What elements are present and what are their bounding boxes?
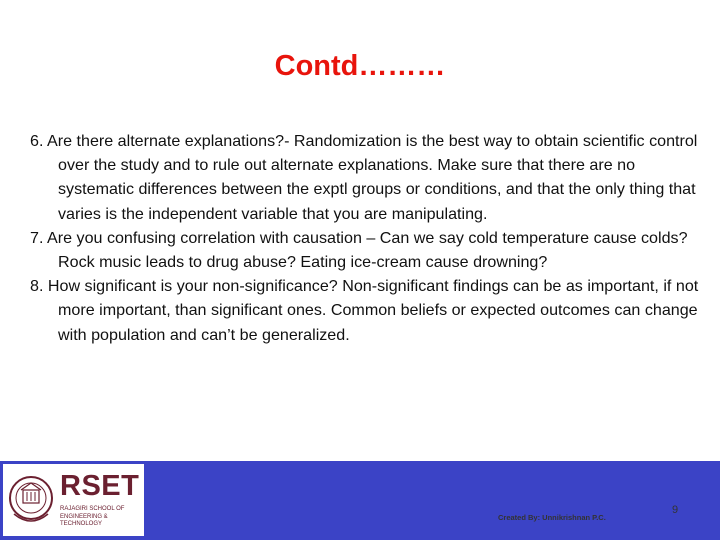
logo-subtitle: RAJAGIRI SCHOOL OF ENGINEERING & TECHNOLOGY bbox=[60, 506, 125, 527]
author-credit: Created By: Unnikrishnan P.C. bbox=[498, 513, 606, 522]
logo-name: RSET bbox=[60, 470, 140, 502]
college-seal-icon bbox=[8, 470, 54, 530]
page-number: 9 bbox=[671, 504, 679, 516]
list-item: 7. Are you confusing correlation with causation – Can we say cold temperature cause colds? Rock music leads to drug abuse? Eating ice-cream cause drowning? bbox=[30, 228, 688, 272]
list-item: 8. How significant is your non-significance? Non-significant findings can be as important, if not more important, than significant ones. Common beliefs or expected outcomes can change with population and can’t be generalized. bbox=[30, 277, 699, 344]
slide-title: Contd……… bbox=[274, 50, 446, 82]
slide-body bbox=[30, 129, 702, 347]
rset-logo bbox=[3, 464, 144, 536]
footer-band bbox=[0, 461, 720, 540]
list-item: 6. Are there alternate explanations?- Randomization is the best way to obtain scientific control over the study and to rule out alternate explanations. Make sure that there are no systematic differences between the exptl groups or conditions, and that the only thing that varies is the independent variable that you are manipulating. bbox=[30, 132, 698, 223]
